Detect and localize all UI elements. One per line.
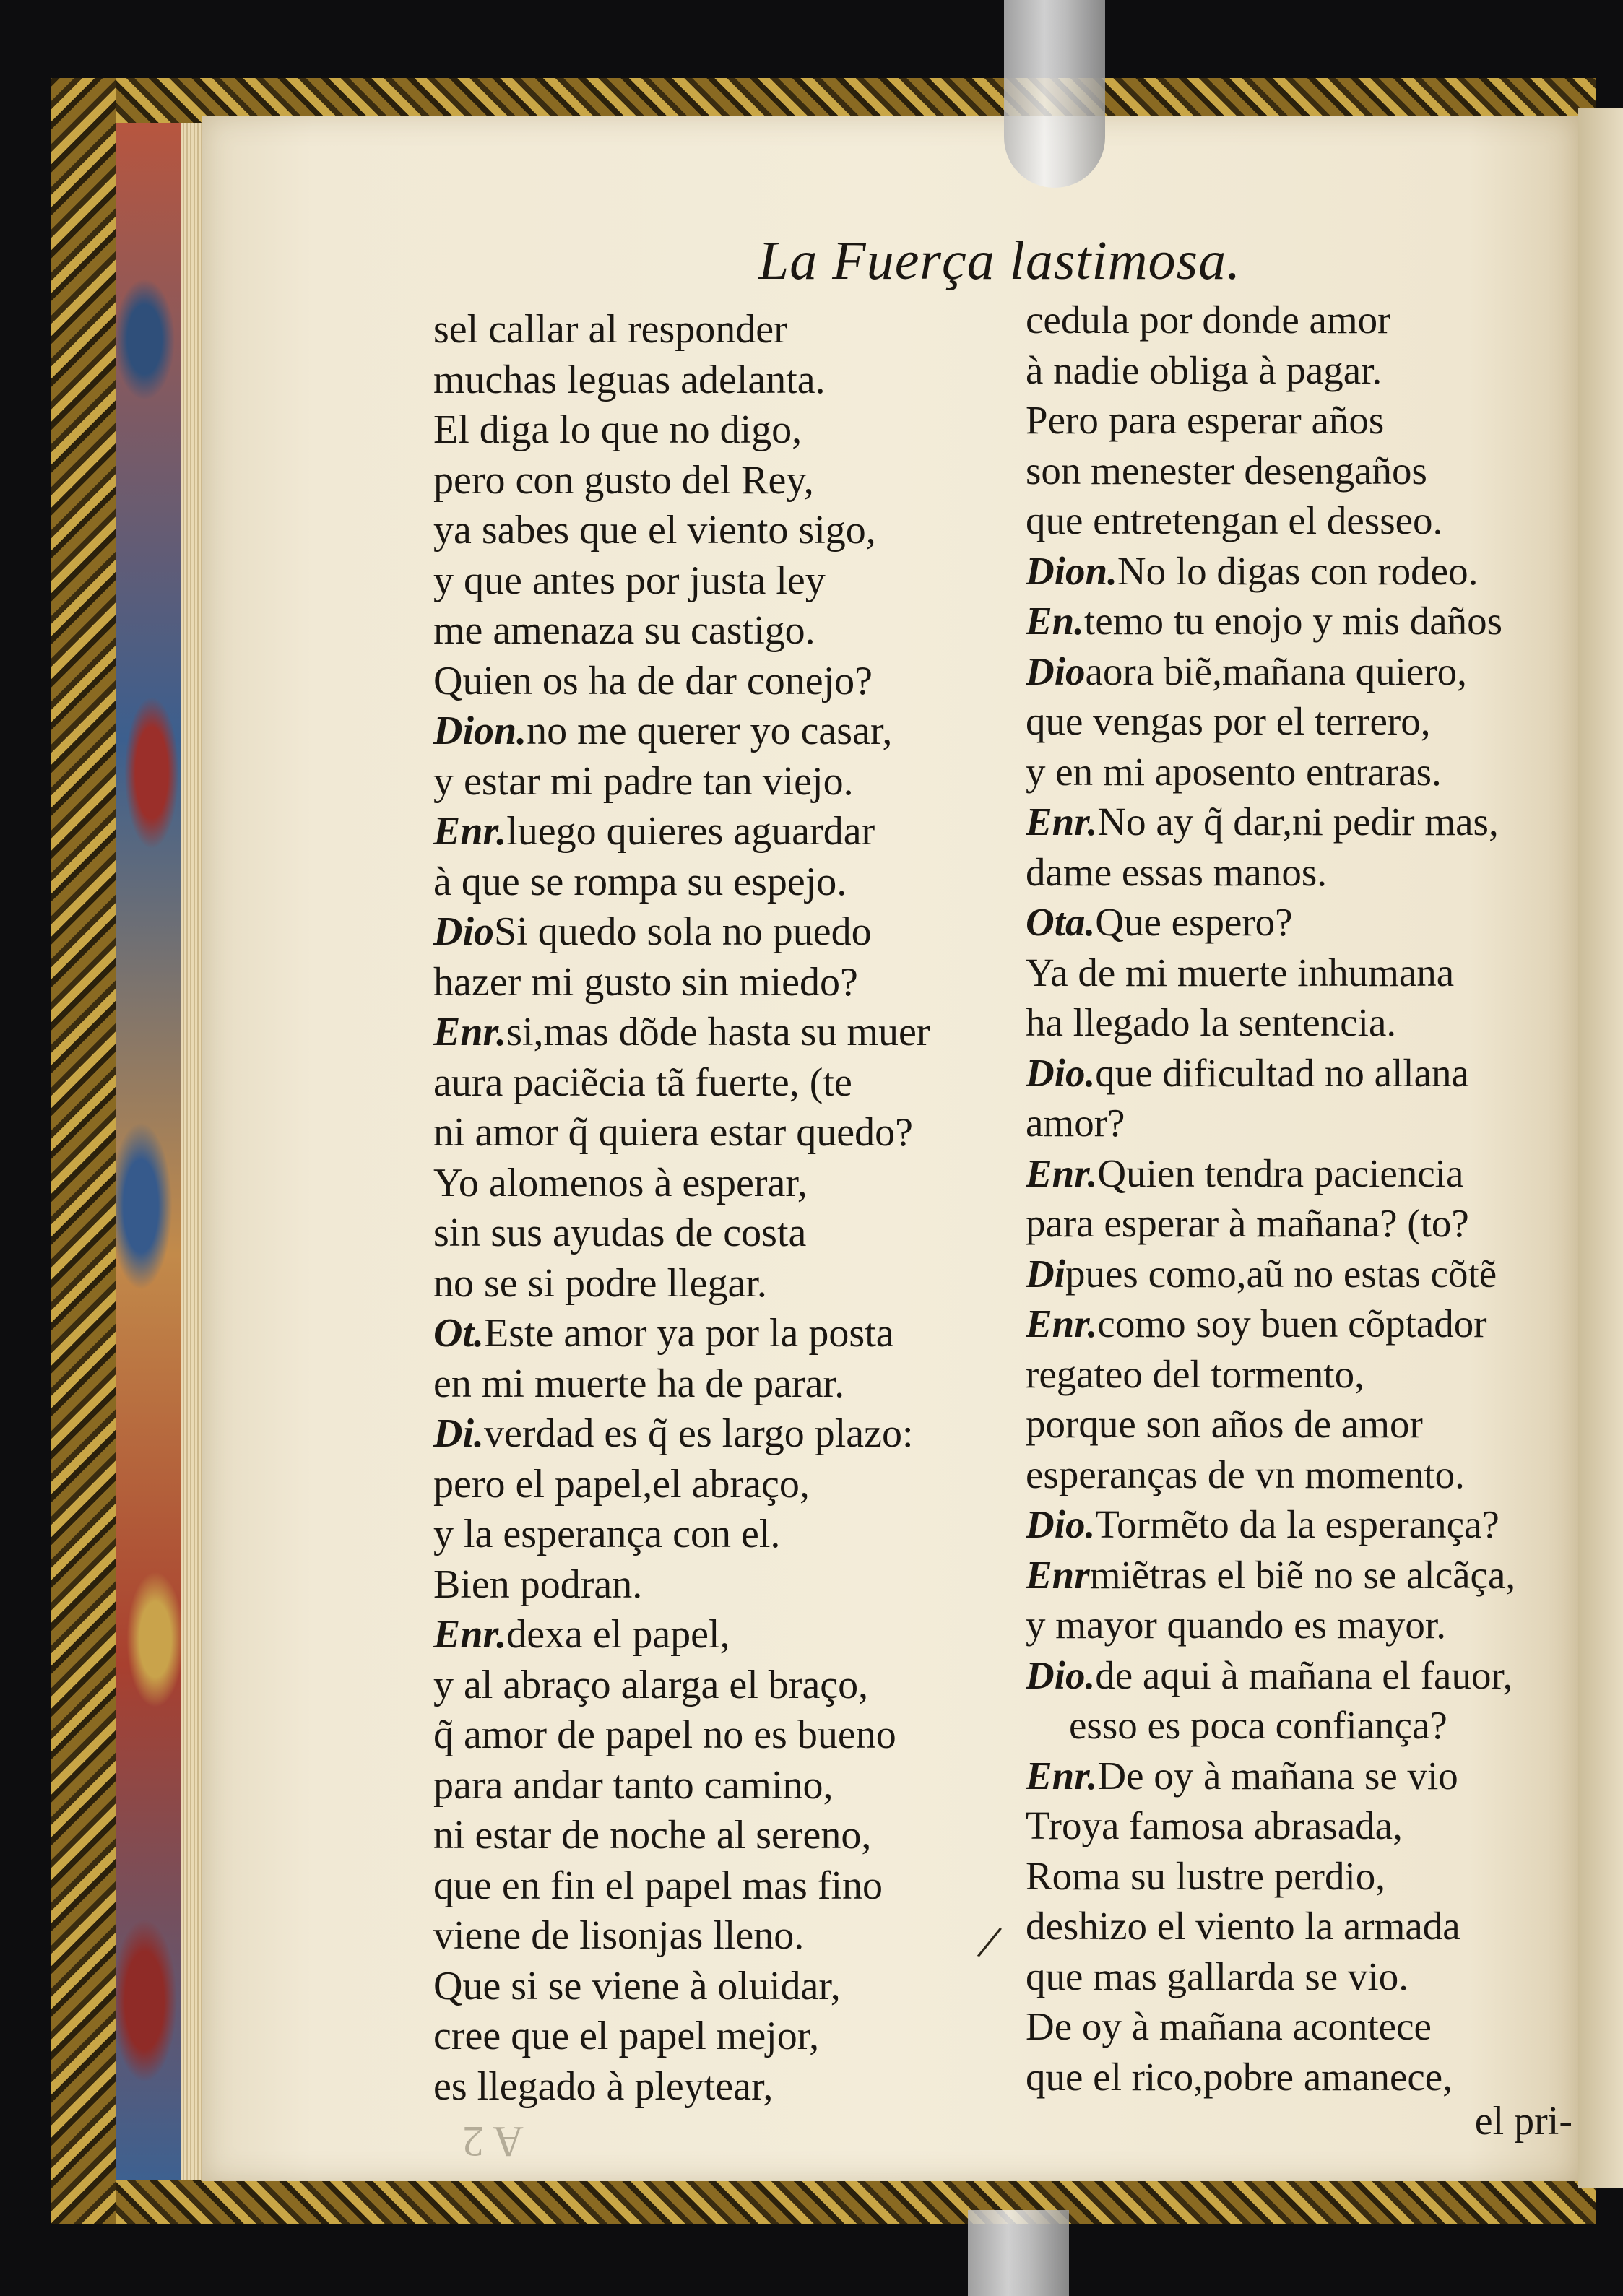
verse-line bbox=[433, 1208, 1011, 1259]
verse-line bbox=[1026, 1198, 1589, 1249]
verse-text: ni estar de noche al sereno, bbox=[433, 1813, 872, 1858]
verse-text: verdad es q̃ es largo plazo: bbox=[484, 1411, 914, 1456]
verse-text: en mi muerte ha de parar. bbox=[433, 1361, 845, 1406]
verse-line bbox=[1026, 646, 1589, 697]
verse-line bbox=[1026, 1901, 1589, 1951]
verse-text: viene de lisonjas lleno. bbox=[433, 1913, 805, 1958]
verse-text: para andar tanto camino, bbox=[433, 1762, 834, 1808]
verse-text: no se si podre llegar. bbox=[433, 1260, 767, 1306]
speaker-label: Di. bbox=[433, 1411, 484, 1456]
speaker-label: Enr. bbox=[1026, 1301, 1098, 1346]
speaker-label: Enr. bbox=[433, 1612, 507, 1657]
speaker-label: En. bbox=[1026, 599, 1085, 643]
verse-text: y al abraço alarga el braço, bbox=[433, 1662, 869, 1707]
verse-text: pero el papel,el abraço, bbox=[433, 1461, 810, 1507]
verse-text: que en fin el papel mas fino bbox=[433, 1863, 883, 1908]
speaker-label: Dio bbox=[433, 909, 494, 954]
verse-text: que entretengan el desseo. bbox=[1026, 498, 1443, 542]
verse-line bbox=[1026, 2001, 1589, 2052]
verse-text: El diga lo que no digo, bbox=[433, 407, 802, 452]
verse-line bbox=[1026, 295, 1589, 345]
verse-text: De oy à mañana se vio bbox=[1097, 1753, 1458, 1798]
verse-text: Bien podran. bbox=[433, 1561, 643, 1607]
verse-text: No ay q̃ dar,ni pedir mas, bbox=[1097, 800, 1499, 844]
verse-line bbox=[433, 456, 1011, 506]
verse-line bbox=[1026, 696, 1589, 747]
running-head: La Fuerça lastimosa. bbox=[758, 230, 1242, 291]
book-clamp-bottom bbox=[968, 2210, 1069, 2296]
verse-text: à que se rompa su espejo. bbox=[433, 859, 847, 904]
verse-text: dexa el papel, bbox=[506, 1612, 730, 1657]
verse-text: es llegado à pleytear, bbox=[433, 2063, 774, 2109]
verse-text: Que si se viene à oluidar, bbox=[433, 1963, 841, 2009]
speaker-label: Enr. bbox=[1026, 1151, 1098, 1195]
speaker-label: Ot. bbox=[433, 1311, 484, 1356]
verse-text: y la esperança con el. bbox=[433, 1512, 781, 1556]
verse-text: regateo del tormento, bbox=[1026, 1351, 1364, 1396]
verse-text: Troya famosa abrasada, bbox=[1026, 1803, 1403, 1847]
right-column bbox=[1026, 295, 1589, 2102]
verse-line bbox=[1026, 1550, 1589, 1600]
verse-line bbox=[433, 706, 1011, 757]
verse-line bbox=[433, 1811, 1011, 1861]
catchword: el pri- bbox=[1474, 2099, 1572, 2144]
verse-line bbox=[1026, 446, 1589, 496]
verse-text: Tormẽto da la esperança? bbox=[1095, 1502, 1499, 1546]
speaker-label: Dion. bbox=[433, 709, 527, 753]
verse-line bbox=[433, 506, 1011, 556]
verse-text: Quien tendra paciencia bbox=[1097, 1151, 1464, 1195]
speaker-label: Di bbox=[1026, 1251, 1065, 1296]
verse-line bbox=[1026, 1801, 1589, 1851]
verse-text: y mayor quando es mayor. bbox=[1026, 1603, 1446, 1647]
speaker-label: Enr bbox=[1026, 1552, 1090, 1597]
verse-text: no me querer yo casar, bbox=[527, 709, 893, 753]
verse-line bbox=[433, 857, 1011, 908]
speaker-label: Enr. bbox=[433, 1010, 507, 1054]
verse-line bbox=[1026, 1249, 1589, 1299]
verse-line bbox=[1026, 1700, 1589, 1751]
verse-line bbox=[433, 1962, 1011, 2012]
gilt-border-left bbox=[51, 78, 116, 2224]
verse-line bbox=[433, 657, 1011, 707]
verse-text: sel callar al responder bbox=[433, 307, 787, 352]
verse-line bbox=[433, 405, 1011, 456]
verse-text: ni amor q̃ quiera estar quedo? bbox=[433, 1110, 913, 1155]
verse-line bbox=[433, 1911, 1011, 1962]
speaker-label: Enr. bbox=[1026, 800, 1098, 844]
speaker-label: Dio bbox=[1026, 649, 1086, 693]
left-column bbox=[433, 305, 1011, 2112]
verse-line bbox=[433, 958, 1011, 1008]
verse-text: Si quedo sola no puedo bbox=[494, 909, 872, 954]
signature-mark: A 2 bbox=[462, 2118, 524, 2165]
gilt-border-bottom bbox=[51, 2180, 1596, 2224]
verse-line bbox=[1026, 1600, 1589, 1650]
verse-text: esso es poca confiança? bbox=[1069, 1703, 1447, 1747]
verse-text: aura paciẽcia tã fuerte, (te bbox=[433, 1060, 852, 1105]
verse-text: cedula por donde amor bbox=[1026, 298, 1391, 342]
verse-text: amor? bbox=[1026, 1101, 1125, 1145]
verse-line bbox=[1026, 1048, 1589, 1099]
verse-line bbox=[1026, 897, 1589, 948]
verse-text: Yo alomenos à esperar, bbox=[433, 1160, 808, 1205]
verse-text: porque son años de amor bbox=[1026, 1402, 1423, 1446]
verse-text: De oy à mañana acontece bbox=[1026, 2004, 1432, 2048]
verse-text: y estar mi padre tan viejo. bbox=[433, 758, 854, 804]
verse-line bbox=[433, 1008, 1011, 1058]
verse-text: de aqui à mañana el fauor, bbox=[1095, 1652, 1513, 1697]
verse-line bbox=[1026, 948, 1589, 998]
verse-line bbox=[433, 1610, 1011, 1660]
verse-line bbox=[433, 1761, 1011, 1811]
verse-line bbox=[1026, 395, 1589, 446]
verse-text: que mas gallarda se vio. bbox=[1026, 1954, 1408, 1998]
verse-line bbox=[1026, 747, 1589, 797]
verse-text: luego quieres aguardar bbox=[506, 809, 875, 854]
verse-text: deshizo el viento la armada bbox=[1026, 1904, 1460, 1948]
verse-line bbox=[1026, 797, 1589, 847]
verse-text: si,mas dõde hasta su muer bbox=[506, 1010, 930, 1054]
verse-line bbox=[433, 1509, 1011, 1560]
verse-line bbox=[433, 606, 1011, 657]
verse-text: pero con gusto del Rey, bbox=[433, 457, 814, 503]
verse-text: como soy buen cõptador bbox=[1097, 1301, 1487, 1346]
verse-text: aora biẽ,mañana quiero, bbox=[1085, 649, 1467, 693]
verse-text: ha llegado la sentencia. bbox=[1026, 1000, 1397, 1044]
verse-line bbox=[433, 556, 1011, 607]
verse-text: miẽtras el biẽ no se alcãça, bbox=[1089, 1552, 1516, 1597]
verse-text: Quien os ha de dar conejo? bbox=[433, 658, 873, 703]
verse-line bbox=[1026, 1299, 1589, 1349]
speaker-label: Enr. bbox=[433, 809, 507, 854]
verse-text: me amenaza su castigo. bbox=[433, 608, 815, 653]
verse-line bbox=[1026, 1951, 1589, 2002]
verse-text: Roma su lustre perdio, bbox=[1026, 1853, 1385, 1898]
verse-text: cree que el papel mejor, bbox=[433, 2014, 820, 2058]
verse-line bbox=[433, 1359, 1011, 1410]
verse-text: No lo digas con rodeo. bbox=[1117, 548, 1479, 593]
verse-line bbox=[1026, 1349, 1589, 1400]
verse-text: Que espero? bbox=[1095, 900, 1293, 944]
verse-line bbox=[1026, 1650, 1589, 1701]
verse-line bbox=[433, 2062, 1011, 2113]
verse-text: à nadie obliga à pagar. bbox=[1026, 347, 1382, 392]
verse-text: hazer mi gusto sin miedo? bbox=[433, 959, 858, 1005]
verse-line bbox=[433, 907, 1011, 958]
book-clamp-top bbox=[1004, 0, 1105, 188]
verse-line bbox=[1026, 847, 1589, 898]
verse-text: que vengas por el terrero, bbox=[1026, 699, 1431, 743]
verse-line bbox=[433, 757, 1011, 807]
verse-text: q̃ amor de papel no es bueno bbox=[433, 1712, 896, 1757]
verse-line bbox=[433, 807, 1011, 857]
verse-text: temo tu enojo y mis daños bbox=[1084, 599, 1503, 643]
verse-text: Este amor ya por la posta bbox=[484, 1311, 894, 1356]
verse-text: pues como,aũ no estas cõtẽ bbox=[1065, 1251, 1497, 1296]
verse-text: ya sabes que el viento sigo, bbox=[433, 508, 876, 553]
verse-text: para esperar à mañana? (to? bbox=[1026, 1201, 1469, 1245]
speaker-label: Dio. bbox=[1026, 1502, 1096, 1546]
verse-line bbox=[433, 1460, 1011, 1510]
verse-text: dame essas manos. bbox=[1026, 849, 1327, 894]
verse-text: muchas leguas adelanta. bbox=[433, 357, 826, 402]
verse-line bbox=[433, 1108, 1011, 1158]
verse-line bbox=[1026, 1450, 1589, 1500]
verse-line bbox=[433, 1861, 1011, 1912]
speaker-label: Enr. bbox=[1026, 1753, 1098, 1798]
verse-line bbox=[1026, 1098, 1589, 1148]
verse-line bbox=[433, 1058, 1011, 1109]
verse-line bbox=[433, 2011, 1011, 2062]
verse-line bbox=[1026, 596, 1589, 646]
verse-text: Pero para esperar años bbox=[1026, 398, 1385, 442]
verse-text: y que antes por justa ley bbox=[433, 558, 826, 603]
verse-text: que dificultad no allana bbox=[1095, 1050, 1469, 1095]
verse-text: son menester desengaños bbox=[1026, 448, 1427, 493]
speaker-label: Ota. bbox=[1026, 900, 1096, 944]
verse-line bbox=[1026, 345, 1589, 396]
verse-line bbox=[1026, 1851, 1589, 1902]
speaker-label: Dio. bbox=[1026, 1050, 1096, 1095]
verse-text: Ya de mi muerte inhumana bbox=[1026, 950, 1455, 995]
verse-line bbox=[433, 1710, 1011, 1761]
verse-line bbox=[433, 305, 1011, 355]
margin-pencil-mark: / bbox=[973, 1914, 1006, 1972]
verse-line bbox=[1026, 997, 1589, 1048]
verse-line bbox=[1026, 1499, 1589, 1550]
verse-line bbox=[433, 1660, 1011, 1711]
speaker-label: Dion. bbox=[1026, 548, 1117, 593]
verse-line bbox=[1026, 1148, 1589, 1199]
verse-line bbox=[433, 1309, 1011, 1359]
verse-text: que el rico,pobre amanece, bbox=[1026, 2054, 1453, 2099]
verse-line bbox=[1026, 2052, 1589, 2102]
verse-text: y en mi aposento entraras. bbox=[1026, 749, 1442, 794]
verse-text: sin sus ayudas de costa bbox=[433, 1210, 807, 1255]
verse-line bbox=[1026, 1399, 1589, 1450]
speaker-label: Dio. bbox=[1026, 1652, 1096, 1697]
verse-line bbox=[433, 1259, 1011, 1309]
verse-line bbox=[433, 355, 1011, 406]
marbled-endpaper bbox=[116, 123, 181, 2180]
verse-line bbox=[1026, 546, 1589, 597]
verse-text: esperanças de vn momento. bbox=[1026, 1452, 1465, 1496]
verse-line bbox=[1026, 495, 1589, 546]
verse-line bbox=[1026, 1751, 1589, 1801]
verse-line bbox=[433, 1409, 1011, 1460]
page-edges bbox=[181, 123, 204, 2180]
verse-line bbox=[433, 1560, 1011, 1611]
verse-line bbox=[433, 1158, 1011, 1209]
